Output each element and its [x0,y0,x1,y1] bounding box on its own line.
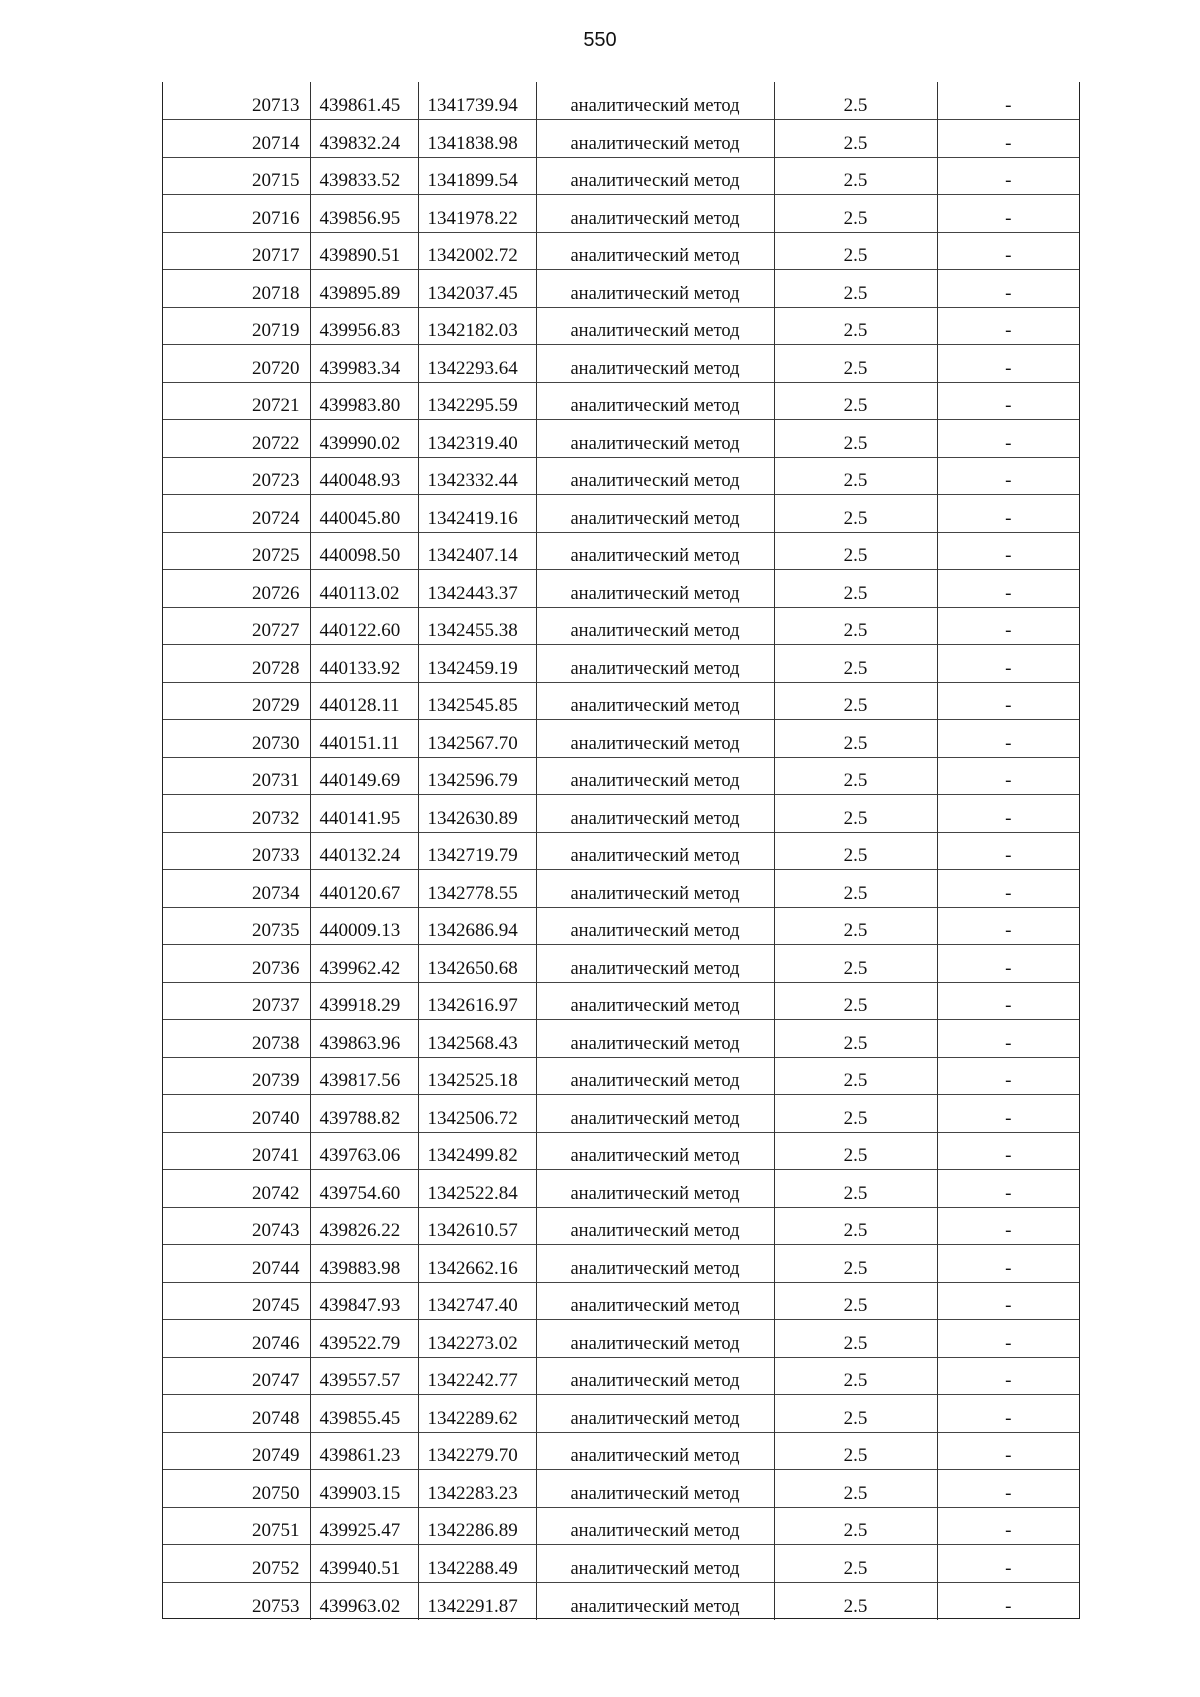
y-coordinate-cell: 1342182.03 [418,307,536,345]
x-coordinate-cell: 439522.79 [310,1320,418,1358]
accuracy-cell: 2.5 [774,195,937,233]
x-coordinate-cell: 439861.23 [310,1432,418,1470]
note-cell: - [937,232,1079,270]
point-number-cell: 20731 [163,757,310,795]
method-cell: аналитический метод [536,82,774,120]
table-row [163,1507,1079,1545]
x-coordinate-cell: 440141.95 [310,795,418,833]
point-number-cell: 20741 [163,1132,310,1170]
accuracy-cell: 2.5 [774,1245,937,1283]
x-coordinate-cell: 440151.11 [310,720,418,758]
accuracy-cell: 2.5 [774,1207,937,1245]
point-number-cell: 20736 [163,945,310,983]
y-coordinate-cell: 1341978.22 [418,195,536,233]
y-coordinate-cell: 1342455.38 [418,607,536,645]
point-number-cell: 20715 [163,157,310,195]
point-number-cell: 20746 [163,1320,310,1358]
table-row [163,270,1079,308]
accuracy-cell: 2.5 [774,607,937,645]
accuracy-cell: 2.5 [774,82,937,120]
method-cell: аналитический метод [536,1095,774,1133]
note-cell: - [937,1095,1079,1133]
accuracy-cell: 2.5 [774,270,937,308]
method-cell: аналитический метод [536,120,774,158]
note-cell: - [937,457,1079,495]
y-coordinate-cell: 1342293.64 [418,345,536,383]
y-coordinate-cell: 1342273.02 [418,1320,536,1358]
table-row [163,1395,1079,1433]
x-coordinate-cell: 439788.82 [310,1095,418,1133]
accuracy-cell: 2.5 [774,1170,937,1208]
point-number-cell: 20752 [163,1545,310,1583]
table-row [163,757,1079,795]
note-cell: - [937,1170,1079,1208]
method-cell: аналитический метод [536,1582,774,1620]
point-number-cell: 20728 [163,645,310,683]
y-coordinate-cell: 1342289.62 [418,1395,536,1433]
y-coordinate-cell: 1341739.94 [418,82,536,120]
x-coordinate-cell: 439763.06 [310,1132,418,1170]
accuracy-cell: 2.5 [774,645,937,683]
method-cell: аналитический метод [536,982,774,1020]
accuracy-cell: 2.5 [774,345,937,383]
accuracy-cell: 2.5 [774,982,937,1020]
table-row [163,795,1079,833]
method-cell: аналитический метод [536,270,774,308]
x-coordinate-cell: 439983.34 [310,345,418,383]
x-coordinate-cell: 439990.02 [310,420,418,458]
y-coordinate-cell: 1342616.97 [418,982,536,1020]
table-row [163,532,1079,570]
method-cell: аналитический метод [536,720,774,758]
point-number-cell: 20735 [163,907,310,945]
method-cell: аналитический метод [536,1132,774,1170]
note-cell: - [937,1282,1079,1320]
y-coordinate-cell: 1342686.94 [418,907,536,945]
method-cell: аналитический метод [536,832,774,870]
accuracy-cell: 2.5 [774,1545,937,1583]
table-row [163,945,1079,983]
y-coordinate-cell: 1342568.43 [418,1020,536,1058]
method-cell: аналитический метод [536,1432,774,1470]
method-cell: аналитический метод [536,1507,774,1545]
x-coordinate-cell: 439918.29 [310,982,418,1020]
note-cell: - [937,1470,1079,1508]
x-coordinate-cell: 440098.50 [310,532,418,570]
coordinates-table-grid [163,82,1079,1620]
y-coordinate-cell: 1342596.79 [418,757,536,795]
x-coordinate-cell: 440132.24 [310,832,418,870]
x-coordinate-cell: 440120.67 [310,870,418,908]
note-cell: - [937,1507,1079,1545]
table-row [163,420,1079,458]
note-cell: - [937,1545,1079,1583]
accuracy-cell: 2.5 [774,870,937,908]
method-cell: аналитический метод [536,1282,774,1320]
note-cell: - [937,1357,1079,1395]
x-coordinate-cell: 439963.02 [310,1582,418,1620]
accuracy-cell: 2.5 [774,1095,937,1133]
point-number-cell: 20742 [163,1170,310,1208]
accuracy-cell: 2.5 [774,120,937,158]
method-cell: аналитический метод [536,1357,774,1395]
x-coordinate-cell: 439861.45 [310,82,418,120]
point-number-cell: 20713 [252,95,300,116]
y-coordinate-cell: 1342002.72 [418,232,536,270]
note-cell: - [937,420,1079,458]
x-coordinate-cell: 440045.80 [310,495,418,533]
x-coordinate-cell: 440113.02 [310,570,418,608]
note-cell: - [937,1320,1079,1358]
y-coordinate-cell: 1342662.16 [418,1245,536,1283]
y-coordinate-cell: 1342407.14 [418,532,536,570]
note-cell: - [937,1057,1079,1095]
point-number-cell: 20730 [163,720,310,758]
point-number-cell: 20726 [163,570,310,608]
point-number-cell: 20743 [163,1207,310,1245]
table-row [163,195,1079,233]
note-cell: - [937,195,1079,233]
y-coordinate-cell: 1342288.49 [418,1545,536,1583]
table-row [163,82,1079,120]
point-number-cell: 20723 [163,457,310,495]
note-cell: - [937,982,1079,1020]
table-row [163,1207,1079,1245]
x-coordinate-cell: 440128.11 [310,682,418,720]
accuracy-cell: 2.5 [774,495,937,533]
method-cell: аналитический метод [536,232,774,270]
y-coordinate-cell: 1342037.45 [418,270,536,308]
accuracy-cell: 2.5 [774,1507,937,1545]
y-coordinate-cell: 1341899.54 [418,157,536,195]
table-row [163,1282,1079,1320]
x-coordinate-cell: 440009.13 [310,907,418,945]
x-coordinate-cell: 439833.52 [310,157,418,195]
accuracy-cell: 2.5 [774,1057,937,1095]
x-coordinate-cell: 440122.60 [310,607,418,645]
accuracy-cell: 2.5 [774,1020,937,1058]
note-cell: - [937,1020,1079,1058]
accuracy-cell: 2.5 [774,682,937,720]
method-cell: аналитический метод [536,1320,774,1358]
y-coordinate-cell: 1342525.18 [418,1057,536,1095]
table-row [163,1545,1079,1583]
note-cell: - [937,495,1079,533]
table-row [163,1470,1079,1508]
y-coordinate-cell: 1342291.87 [418,1582,536,1620]
note-cell: - [937,720,1079,758]
accuracy-cell: 2.5 [774,1432,937,1470]
x-coordinate-cell: 439903.15 [310,1470,418,1508]
x-coordinate-cell: 440133.92 [310,645,418,683]
method-cell: аналитический метод [536,645,774,683]
method-cell: аналитический метод [536,607,774,645]
y-coordinate-cell: 1342332.44 [418,457,536,495]
method-cell: аналитический метод [536,307,774,345]
point-number-cell: 20751 [163,1507,310,1545]
y-coordinate-cell: 1342650.68 [418,945,536,983]
x-coordinate-cell: 439925.47 [310,1507,418,1545]
x-coordinate-cell: 439983.80 [310,382,418,420]
table-row [163,832,1079,870]
note-cell: - [937,607,1079,645]
method-cell: аналитический метод [536,907,774,945]
method-cell: аналитический метод [536,420,774,458]
accuracy-cell: 2.5 [774,457,937,495]
table-row [163,607,1079,645]
accuracy-cell: 2.5 [774,907,937,945]
note-cell: - [937,532,1079,570]
y-coordinate-cell: 1342279.70 [418,1432,536,1470]
point-number-cell: 20738 [163,1020,310,1058]
y-coordinate-cell: 1342506.72 [418,1095,536,1133]
accuracy-cell: 2.5 [774,795,937,833]
accuracy-cell: 2.5 [774,1132,937,1170]
table-row [163,682,1079,720]
point-number-cell: 20732 [163,795,310,833]
point-number-cell: 20725 [163,532,310,570]
y-coordinate-cell: 1342419.16 [418,495,536,533]
method-cell: аналитический метод [536,945,774,983]
method-cell: аналитический метод [536,1395,774,1433]
method-cell: аналитический метод [536,1057,774,1095]
note-cell: - [937,270,1079,308]
table-row [163,382,1079,420]
accuracy-cell: 2.5 [774,1470,937,1508]
table-row [163,570,1079,608]
method-cell: аналитический метод [536,382,774,420]
x-coordinate-cell: 439847.93 [310,1282,418,1320]
x-coordinate-cell: 439895.89 [310,270,418,308]
y-coordinate-cell: 1342242.77 [418,1357,536,1395]
table-row [163,157,1079,195]
point-number-cell: 20739 [163,1057,310,1095]
method-cell: аналитический метод [536,1020,774,1058]
note-cell: - [937,82,1079,120]
coordinates-table [162,82,1080,1619]
accuracy-cell: 2.5 [774,1282,937,1320]
table-row [163,982,1079,1020]
x-coordinate-cell: 439557.57 [310,1357,418,1395]
y-coordinate-cell: 1342295.59 [418,382,536,420]
accuracy-cell: 2.5 [774,307,937,345]
note-cell: - [937,832,1079,870]
method-cell: аналитический метод [536,1545,774,1583]
x-coordinate-cell: 439883.98 [310,1245,418,1283]
note-cell: - [937,570,1079,608]
note-cell: - [937,645,1079,683]
table-row [163,720,1079,758]
accuracy-cell: 2.5 [774,945,937,983]
x-coordinate-cell: 439940.51 [310,1545,418,1583]
point-number-cell: 20753 [163,1582,310,1620]
point-number-cell: 20722 [163,420,310,458]
method-cell: аналитический метод [536,1207,774,1245]
page-number: 550 [583,29,617,51]
x-coordinate-cell: 440048.93 [310,457,418,495]
point-number-cell: 20737 [163,982,310,1020]
note-cell: - [937,382,1079,420]
table-row [163,1020,1079,1058]
point-number-cell: 20721 [163,382,310,420]
accuracy-cell: 2.5 [774,832,937,870]
method-cell: аналитический метод [536,682,774,720]
note-cell: - [937,307,1079,345]
method-cell: аналитический метод [536,1170,774,1208]
table-row [163,495,1079,533]
y-coordinate-cell: 1342443.37 [418,570,536,608]
y-coordinate-cell: 1342499.82 [418,1132,536,1170]
table-row [163,1582,1079,1620]
accuracy-cell: 2.5 [774,532,937,570]
point-number-cell: 20719 [163,307,310,345]
table-row [163,870,1079,908]
table-row [163,1357,1079,1395]
y-coordinate-cell: 1342610.57 [418,1207,536,1245]
y-coordinate-cell: 1342319.40 [418,420,536,458]
point-number-cell: 20748 [163,1395,310,1433]
point-number-cell: 20747 [163,1357,310,1395]
note-cell: - [937,795,1079,833]
accuracy-cell: 2.5 [774,570,937,608]
point-number-cell: 20716 [163,195,310,233]
y-coordinate-cell: 1342459.19 [418,645,536,683]
y-coordinate-cell: 1342283.23 [418,1470,536,1508]
note-cell: - [937,345,1079,383]
accuracy-cell: 2.5 [774,1582,937,1620]
point-number-cell: 20714 [163,120,310,158]
point-number-cell: 20744 [163,1245,310,1283]
method-cell: аналитический метод [536,495,774,533]
point-number-cell: 20745 [163,1282,310,1320]
table-row [163,1432,1079,1470]
accuracy-cell: 2.5 [774,1320,937,1358]
note-cell: - [937,907,1079,945]
method-cell: аналитический метод [536,195,774,233]
method-cell: аналитический метод [536,157,774,195]
point-number-cell: 20717 [163,232,310,270]
point-number-cell: 20734 [163,870,310,908]
method-cell: аналитический метод [536,345,774,383]
x-coordinate-cell: 440149.69 [310,757,418,795]
accuracy-cell: 2.5 [774,232,937,270]
x-coordinate-cell: 439754.60 [310,1170,418,1208]
x-coordinate-cell: 439832.24 [310,120,418,158]
table-row [163,1170,1079,1208]
point-number-cell: 20740 [163,1095,310,1133]
method-cell: аналитический метод [536,457,774,495]
accuracy-cell: 2.5 [774,157,937,195]
y-coordinate-cell: 1342545.85 [418,682,536,720]
x-coordinate-cell: 439826.22 [310,1207,418,1245]
table-row [163,1057,1079,1095]
point-number-cell: 20718 [163,270,310,308]
table-row [163,907,1079,945]
point-number-cell: 20727 [163,607,310,645]
x-coordinate-cell: 439962.42 [310,945,418,983]
point-number-cell: 20720 [163,345,310,383]
method-cell: аналитический метод [536,757,774,795]
note-cell: - [937,1582,1079,1620]
y-coordinate-cell: 1342747.40 [418,1282,536,1320]
table-row [163,345,1079,383]
table-row [163,307,1079,345]
table-row [163,1320,1079,1358]
x-coordinate-cell: 439890.51 [310,232,418,270]
accuracy-cell: 2.5 [774,1357,937,1395]
accuracy-cell: 2.5 [774,420,937,458]
note-cell: - [937,870,1079,908]
note-cell: - [937,682,1079,720]
accuracy-cell: 2.5 [774,720,937,758]
accuracy-cell: 2.5 [774,382,937,420]
method-cell: аналитический метод [536,795,774,833]
point-number-cell: 20733 [163,832,310,870]
x-coordinate-cell: 439855.45 [310,1395,418,1433]
method-cell: аналитический метод [536,532,774,570]
table-row [163,1245,1079,1283]
point-number-cell: 20749 [163,1432,310,1470]
y-coordinate-cell: 1342719.79 [418,832,536,870]
table-row [163,1132,1079,1170]
note-cell: - [937,757,1079,795]
y-coordinate-cell: 1342778.55 [418,870,536,908]
accuracy-cell: 2.5 [774,757,937,795]
point-number-cell: 20729 [163,682,310,720]
note-cell: - [937,1132,1079,1170]
note-cell: - [937,1245,1079,1283]
note-cell: - [937,945,1079,983]
y-coordinate-cell: 1341838.98 [418,120,536,158]
note-cell: - [937,1395,1079,1433]
x-coordinate-cell: 439817.56 [310,1057,418,1095]
point-number-cell: 20750 [163,1470,310,1508]
y-coordinate-cell: 1342522.84 [418,1170,536,1208]
table-row [163,645,1079,683]
x-coordinate-cell: 439856.95 [310,195,418,233]
method-cell: аналитический метод [536,1470,774,1508]
note-cell: - [937,120,1079,158]
method-cell: аналитический метод [536,1245,774,1283]
method-cell: аналитический метод [536,870,774,908]
x-coordinate-cell: 439956.83 [310,307,418,345]
note-cell: - [937,1432,1079,1470]
table-row [163,120,1079,158]
table-row [163,232,1079,270]
note-cell: - [937,1207,1079,1245]
table-row [163,1095,1079,1133]
table-row [163,457,1079,495]
accuracy-cell: 2.5 [774,1395,937,1433]
method-cell: аналитический метод [536,570,774,608]
y-coordinate-cell: 1342630.89 [418,795,536,833]
y-coordinate-cell: 1342286.89 [418,1507,536,1545]
y-coordinate-cell: 1342567.70 [418,720,536,758]
note-cell: - [937,157,1079,195]
x-coordinate-cell: 439863.96 [310,1020,418,1058]
table-body [163,82,1079,1620]
point-number-cell: 20724 [163,495,310,533]
